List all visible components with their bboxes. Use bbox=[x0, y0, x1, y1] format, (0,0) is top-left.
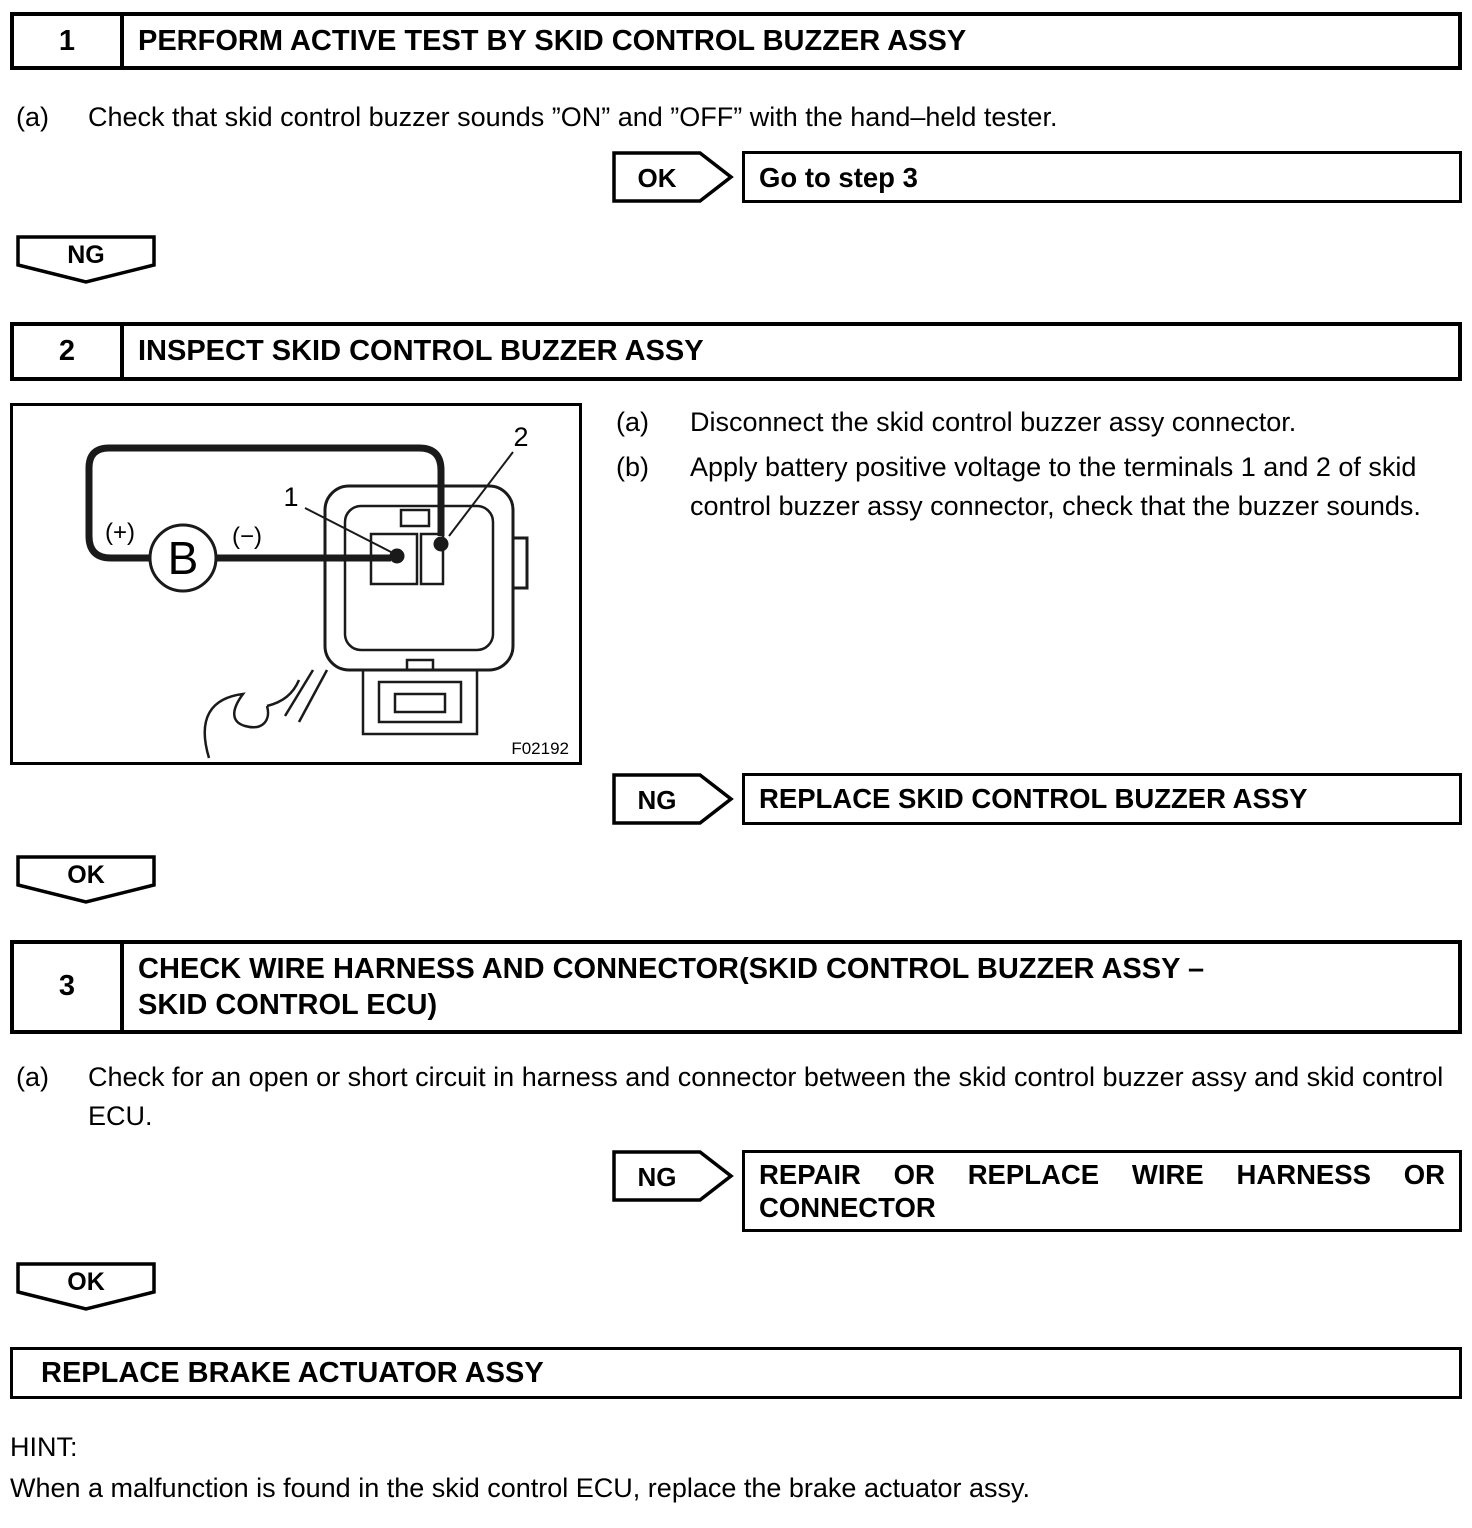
ng-down-badge-label: NG bbox=[67, 241, 105, 270]
step3-ng-decision bbox=[612, 1150, 1462, 1232]
final-action-text: REPLACE BRAKE ACTUATOR ASSY bbox=[41, 1356, 544, 1389]
step2-item-b-text: Apply battery positive voltage to the terminals 1 and 2 of skid control buzzer assy connector, check that the buzzer sounds. bbox=[690, 451, 1421, 521]
ok-arrow-label: OK bbox=[637, 163, 677, 194]
final-action-box bbox=[10, 1347, 1462, 1399]
step3-item-a-label: (a) bbox=[16, 1062, 49, 1093]
buzzer-connector-figure-frame bbox=[10, 403, 582, 765]
hint-label: HINT: bbox=[10, 1432, 78, 1463]
step3-ng-action-box bbox=[742, 1150, 1462, 1232]
hint-block bbox=[10, 1427, 1462, 1508]
step1-item-a-text: Check that skid control buzzer sounds ”ON” and ”OFF” with the hand–held tester. bbox=[88, 102, 1058, 133]
battery-minus-label: (−) bbox=[232, 522, 262, 550]
step2-ng-action-box bbox=[742, 773, 1462, 825]
step1-ng-branch bbox=[16, 235, 1462, 290]
ok-down-badge-label: OK bbox=[67, 860, 105, 889]
step3-title: CHECK WIRE HARNESS AND CONNECTOR(SKID CONTROL BUZZER ASSY – SKID CONTROL ECU) bbox=[138, 952, 1205, 1021]
ok-arrow-icon bbox=[612, 151, 734, 203]
step2-item-b bbox=[616, 448, 1462, 526]
step2-content bbox=[10, 403, 1462, 765]
step1-title: PERFORM ACTIVE TEST BY SKID CONTROL BUZZER ASSY bbox=[138, 25, 967, 57]
ok-down-badge-label: OK bbox=[67, 1268, 105, 1297]
step1-ok-action-text: Go to step 3 bbox=[759, 161, 918, 193]
step2-instructions bbox=[616, 403, 1462, 526]
ng-arrow-icon bbox=[612, 1150, 734, 1202]
buzzer-connector-figure bbox=[13, 406, 579, 762]
terminal2-dot bbox=[434, 536, 449, 551]
step1-number: 1 bbox=[14, 16, 124, 66]
step2-item-a-label: (a) bbox=[616, 406, 649, 437]
step2-title: INSPECT SKID CONTROL BUZZER ASSY bbox=[138, 335, 704, 368]
step2-ng-decision bbox=[612, 773, 1462, 825]
terminal2-label: 2 bbox=[513, 421, 529, 452]
step1-ok-action-box bbox=[742, 151, 1462, 203]
battery-plus-label: (+) bbox=[105, 518, 135, 546]
hint-text: When a malfunction is found in the skid control ECU, replace the brake actuator assy. bbox=[10, 1472, 1031, 1503]
terminal1-label: 1 bbox=[283, 481, 299, 512]
step3-number: 3 bbox=[14, 944, 124, 1031]
step2-item-a bbox=[616, 403, 1462, 442]
step1-ok-decision bbox=[612, 151, 1462, 203]
step3-header bbox=[10, 940, 1462, 1035]
step3-item-a bbox=[10, 1058, 1462, 1136]
step3-item-a-text: Check for an open or short circuit in harness and connector between the skid control buzzer assy and skid control ECU. bbox=[88, 1062, 1444, 1132]
ng-arrow-label: NG bbox=[637, 1162, 677, 1193]
step2-number: 2 bbox=[14, 326, 124, 376]
step3-ng-action-text: REPAIR OR REPLACE WIRE HARNESS OR CONNECTOR bbox=[759, 1159, 1445, 1224]
step2-ng-action-text: REPLACE SKID CONTROL BUZZER ASSY bbox=[759, 783, 1308, 815]
step3-ok-branch bbox=[16, 1262, 1462, 1317]
step1-item-a bbox=[10, 98, 1462, 137]
ng-arrow-label: NG bbox=[637, 784, 677, 815]
ng-down-badge-icon bbox=[16, 235, 156, 285]
step2-item-b-label: (b) bbox=[616, 451, 649, 482]
step2-header bbox=[10, 322, 1462, 380]
step2-item-a-text: Disconnect the skid control buzzer assy connector. bbox=[690, 406, 1297, 437]
figure-code: F02192 bbox=[511, 738, 569, 758]
battery-label: B bbox=[167, 531, 199, 584]
ok-down-badge-icon bbox=[16, 1262, 156, 1312]
ok-down-badge-icon bbox=[16, 855, 156, 905]
ng-arrow-icon bbox=[612, 773, 734, 825]
step1-item-a-label: (a) bbox=[16, 102, 49, 133]
terminal1-dot bbox=[390, 548, 405, 563]
step2-ok-branch bbox=[16, 855, 1462, 910]
step1-header bbox=[10, 12, 1462, 70]
